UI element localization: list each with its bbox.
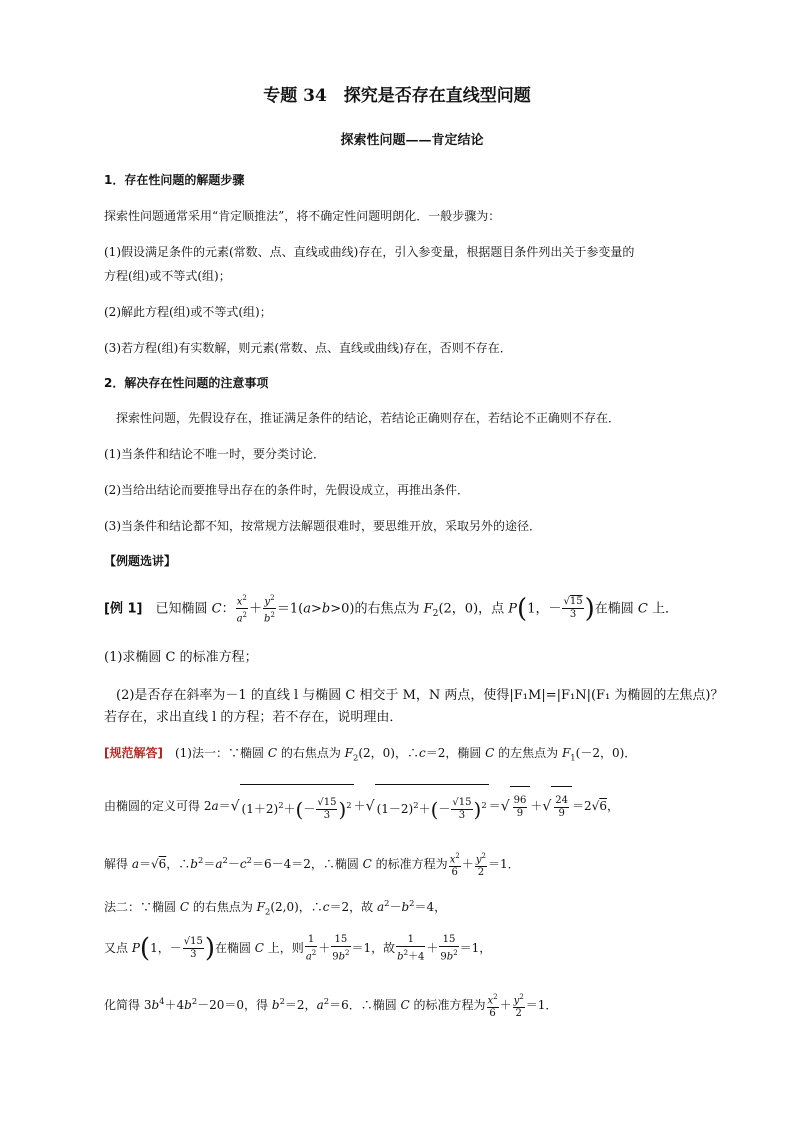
example1-statement: [例 1] 已知椭圆 C： $\frac{x^2}{a^2}$ ＋ $\frac{y^2}{b^2}$ ＝1(a>b>0)的右焦点为 $F_2(2$，0)，点 P(1，－ $\frac{√15}{3}$ )在椭圆 C 上． — [104, 593, 678, 625]
section2-note1: (1)当条件和结论不唯一时，要分类讨论． — [104, 447, 325, 461]
section2-note3: (3)当条件和结论都不知，按常规方法解题很难时，要思维开放，采取另外的途径． — [104, 519, 542, 533]
section1-intro: 探索性问题通常采用“肯定顺推法”，将不确定性问题明朗化．一般步骤为： — [104, 209, 501, 223]
example1-q1: (1)求椭圆 C 的标准方程； — [104, 650, 258, 665]
section1-step1-line1: (1)假设满足条件的元素(常数、点、直线或曲线)存在，引入参变量，根据题目条件列出关于参变量的 — [104, 245, 635, 259]
example1-q2-line2: 若存在，求出直线 l 的方程；若不存在，说明理由． — [104, 710, 403, 725]
section1-heading: 1．存在性问题的解题步骤 — [104, 173, 245, 187]
page-subtitle: 探索性问题——肯定结论 — [340, 133, 484, 148]
solution-label: [规范解答] — [104, 746, 163, 760]
section1-step3: (3)若方程(组)有实数解，则元素(常数、点、直线或曲线)存在，否则不存在． — [104, 341, 512, 355]
example1-label: [例 1] — [104, 601, 143, 617]
solution-line2: 由椭圆的定义可得 2a＝√ $(1+2)^2+(-$ $\frac{√15}{3}$ )$^2$ ＋√ $(1-2)^2+(-$ $\frac{√15}{3}$ )$^2$ ＝√ $\frac{96}{9}$ ＋√ $\frac{24}{9}$ ＝2√6， — [104, 784, 619, 829]
solution-line6: 化简得 $3b^4+4b^2-20=0$，得 $b^2=2$，$a^2=6$．∴椭圆 C 的标准方程为 $\frac{x^2}{6}$ ＋ $\frac{y^2}{2}$ ＝1． — [104, 992, 558, 1020]
example1-q2-line1: (2)是否存在斜率为－1 的直线 l 与椭圆 C 相交于 M，N 两点，使得|F₁M|=|F₁N|(F₁ 为椭圆的左焦点)？ — [116, 688, 724, 703]
solution-line3: 解得 a＝√6，$\therefore b^2=a^2-c^2=6-4=2$，∴椭圆 C 的标准方程为 $\frac{x^2}{6}$ ＋ $\frac{y^2}{2}$ ＝1． — [104, 851, 520, 879]
section1-step1-line2: 方程(组)或不等式(组)； — [104, 269, 231, 283]
examples-heading: 【例题选讲】 — [104, 554, 177, 568]
solution-line5: 又点 P(1，－ $\frac{√15}{3}$ )在椭圆 C 上，则 $\frac{1}{a^2}$ ＋ $\frac{15}{9b^2}$ ＝1，故 $\frac{1}{b^2+4}$ ＋ $\frac{15}{9b^2}$ ＝1， — [104, 933, 492, 964]
solution-line1: [规范解答] (1)法一：∵椭圆 C 的右焦点为 $F_2(2$，0)，∴c＝2，椭圆 C 的左焦点为 $F_1(-2$，0)． — [104, 746, 637, 763]
page-title: 专题 34 探究是否存在直线型问题 — [263, 86, 531, 106]
solution-line4: 法二：∵椭圆 C 的右焦点为 $F_2(2,0)$，∴c＝2，故 $a^2-b^2=4$， — [104, 898, 447, 917]
section2-heading: 2．解决存在性问题的注意事项 — [104, 376, 269, 390]
section2-intro: 探索性问题，先假设存在，推证满足条件的结论，若结论正确则存在，若结论不正确则不存在． — [116, 411, 621, 425]
section1-step2: (2)解此方程(组)或不等式(组)； — [104, 305, 272, 319]
section2-note2: (2)当给出结论而要推导出存在的条件时，先假设成立，再推出条件． — [104, 483, 470, 497]
